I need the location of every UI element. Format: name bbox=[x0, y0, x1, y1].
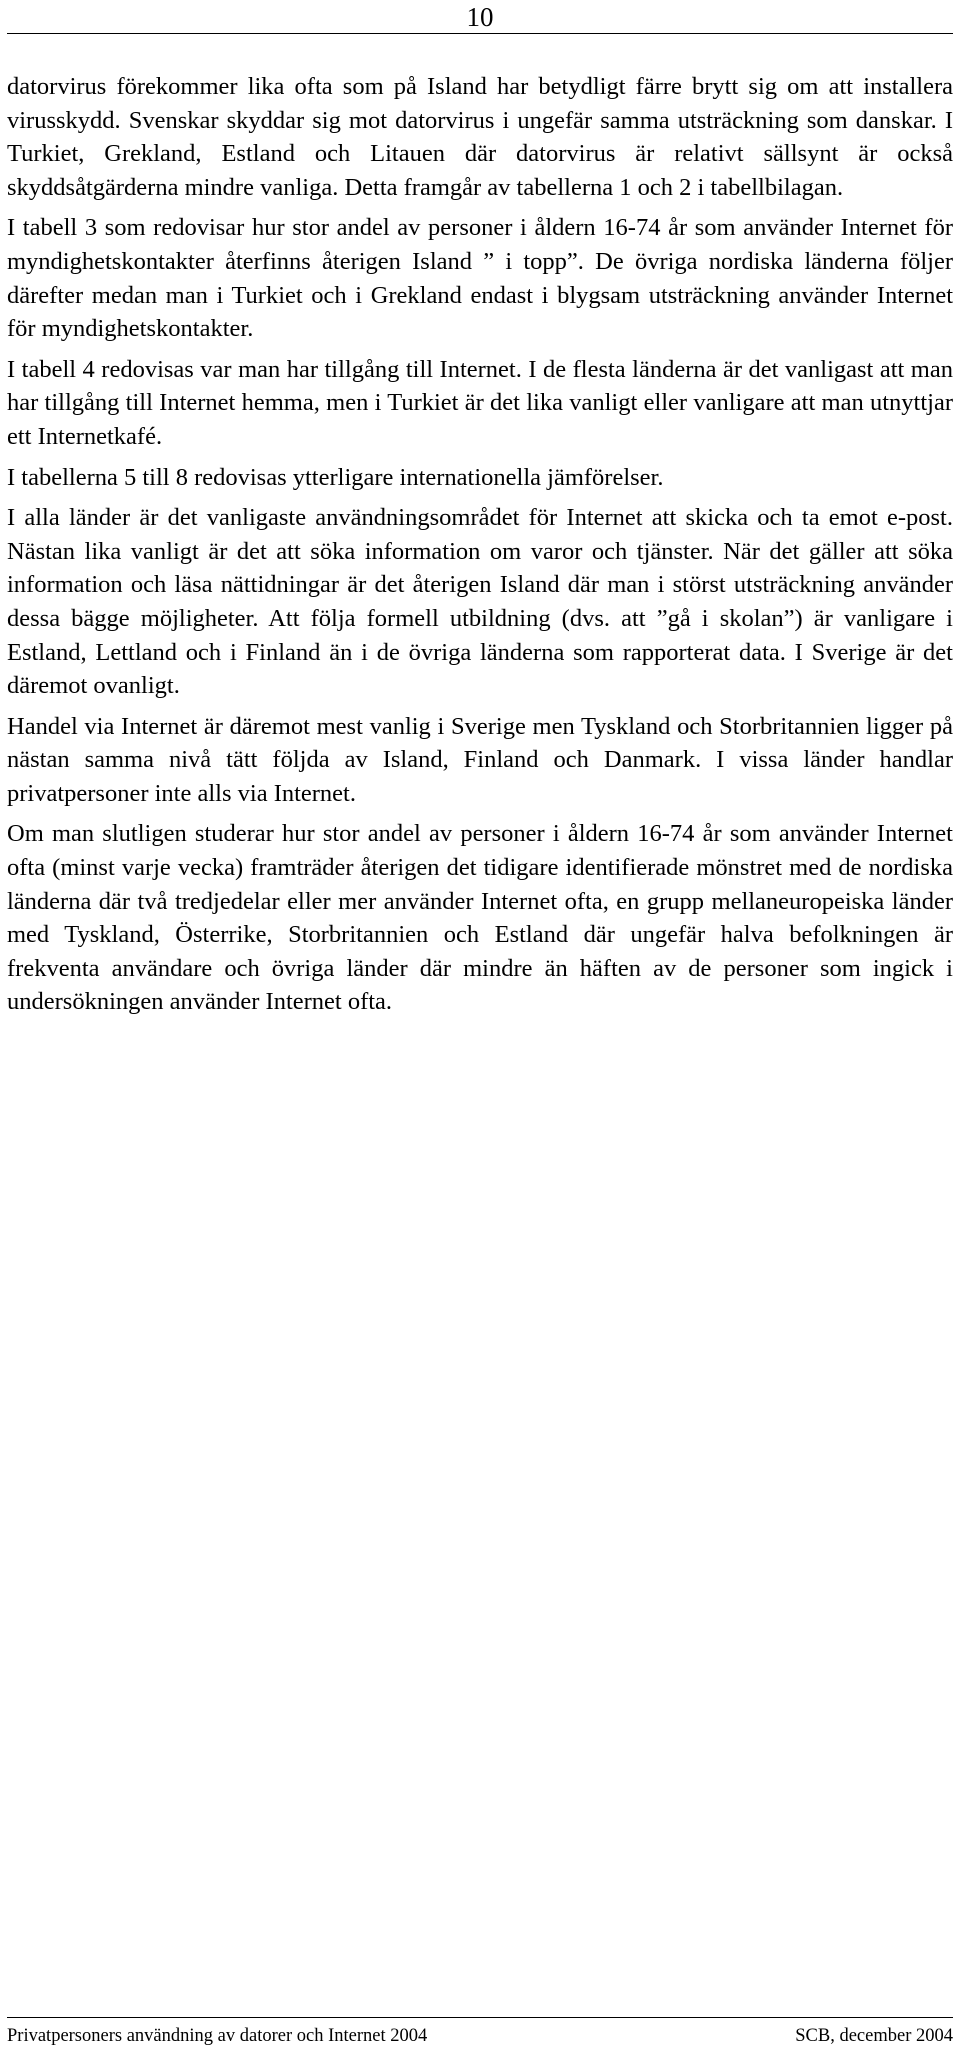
paragraph-virus-protection: datorvirus förekommer lika ofta som på Island har betydligt färre brytt sig om att installera virusskydd. Svenskar skyddar sig mot datorvirus i ungefär samma utsträckning som danskar. I Turkiet, Grekland, Estland och Litauen där datorvirus är relativt sällsynt är också skyddsåtgärderna mindre vanliga. Detta framgår av tabellerna 1 och 2 i tabellbilagan. bbox=[7, 73, 953, 201]
paragraph-frequent-users: Om man slutligen studerar hur stor andel av personer i åldern 16-74 år som använder Internet ofta (minst varje vecka) framträder återigen det tidigare identifierade mönstret med de nordiska länderna där två tredjedelar eller mer använder Internet ofta, en grupp mellaneuropeiska länder med Tyskland, Österrike, Storbritannien och Estland där ungefär halva befolkningen är frekventa användare och övriga länder där mindre än häften av de personer som ingick i undersökningen använder Internet ofta. bbox=[7, 820, 953, 1016]
footer-rule bbox=[7, 2017, 953, 2018]
paragraph-internet-access: I tabell 4 redovisas var man har tillgång till Internet. I de flesta länderna är det vanligast att man har tillgång till Internet hemma, men i Turkiet är det lika vanligt eller vanligare att man utnyttjar ett Internetkafé. bbox=[7, 355, 953, 450]
footer-publisher-date: SCB, december 2004 bbox=[795, 2026, 953, 2046]
footer bbox=[7, 2024, 953, 2048]
header-rule bbox=[7, 33, 953, 34]
page-number: 10 bbox=[466, 2, 494, 32]
body-text bbox=[7, 70, 953, 1026]
paragraph-online-shopping: Handel via Internet är däremot mest vanlig i Sverige men Tyskland och Storbritannien ligger på nästan samma nivå tätt följda av Island, Finland och Danmark. I vissa länder handlar privatpersoner inte alls via Internet. bbox=[7, 712, 953, 807]
footer-publication-title: Privatpersoners användning av datorer och Internet 2004 bbox=[7, 2026, 428, 2046]
paragraph-further-comparisons: I tabellerna 5 till 8 redovisas ytterligare internationella jämförelser. bbox=[7, 463, 664, 491]
paragraph-authority-contacts: I tabell 3 som redovisar hur stor andel av personer i åldern 16-74 år som använder Internet för myndighetskontakter återfinns återigen Island ” i topp”. De övriga nordiska länderna följer därefter medan man i Turkiet och i Grekland endast i blygsam utsträckning använder Internet för myndighetskontakter. bbox=[7, 214, 953, 343]
paragraph-usage-areas: I alla länder är det vanligaste användningsområdet för Internet att skicka och ta emot e-post. Nästan lika vanligt är det att söka information om varor och tjänster. När det gäller att söka information och läsa nättidningar är det återigen Island där man i störst utsträckning använder dessa bägge möjligheter. Att följa formell utbildning (dvs. att ”gå i skolan”) är vanligare i Estland, Lettland och i Finland än i de övriga länderna som rapporterat data. I Sverige är det däremot ovanligt. bbox=[7, 504, 953, 700]
